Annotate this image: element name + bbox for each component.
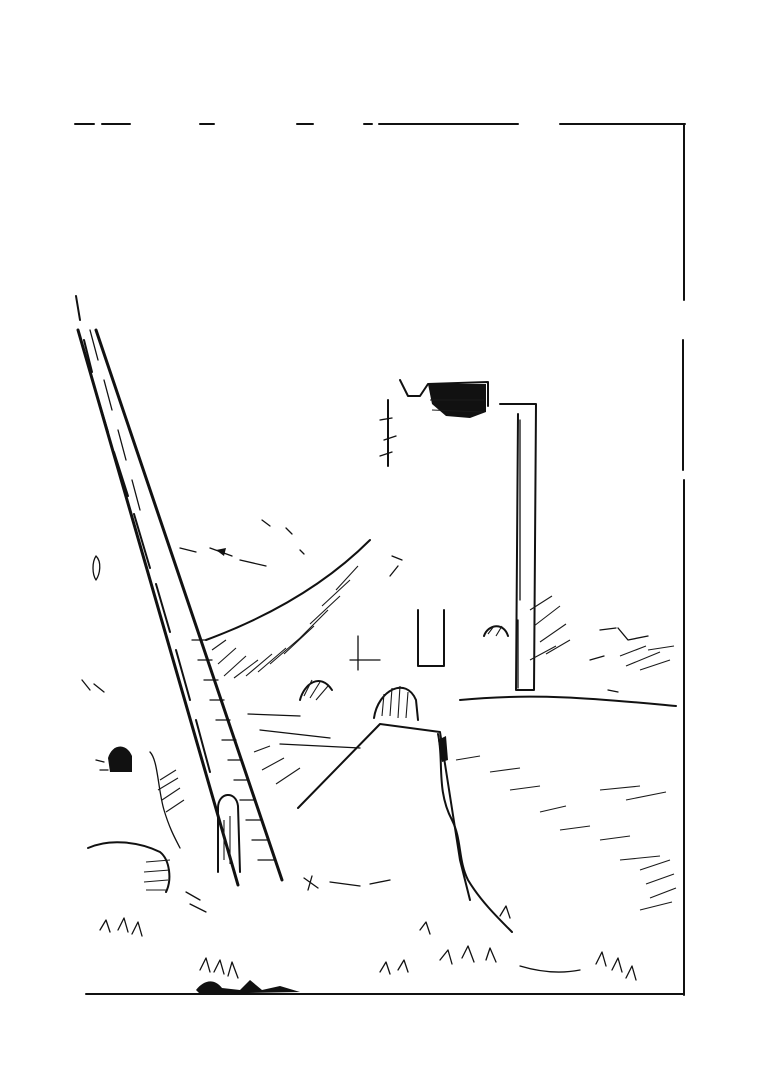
central-tower bbox=[350, 380, 536, 690]
foreground-mound bbox=[298, 697, 676, 932]
right-ruins-and-shrubs bbox=[484, 596, 674, 692]
ladder bbox=[78, 330, 282, 885]
left-foreground-rock bbox=[88, 842, 206, 912]
left-castle-wall bbox=[76, 296, 210, 848]
frame-right-border bbox=[683, 124, 684, 995]
small-arched-door bbox=[218, 795, 240, 872]
courtyard-arches bbox=[248, 680, 418, 784]
rampart-wall bbox=[180, 520, 370, 678]
foreground-grass bbox=[100, 906, 636, 994]
